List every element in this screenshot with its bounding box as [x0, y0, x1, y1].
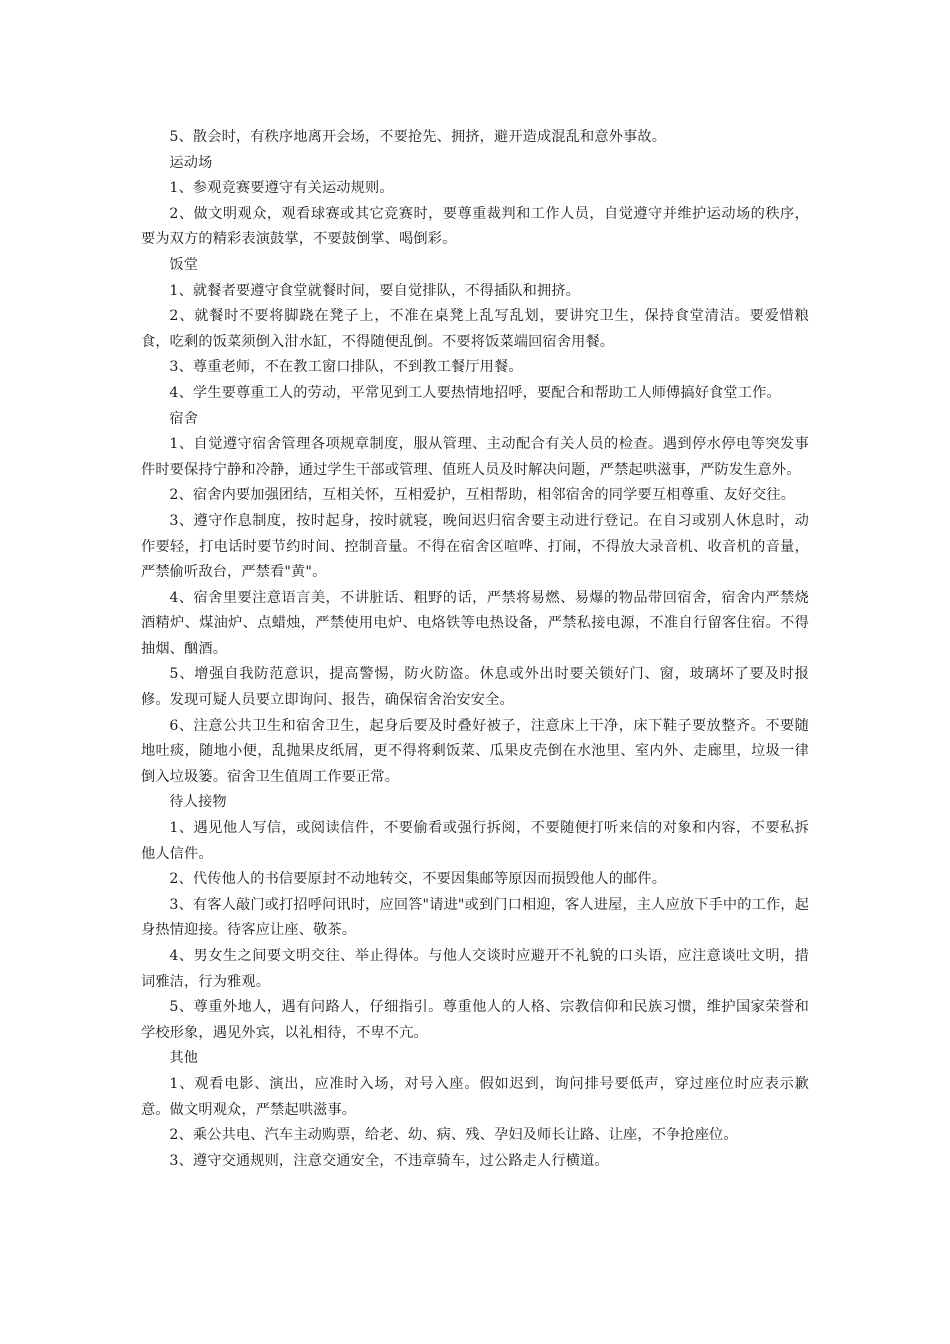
paragraph: 6、注意公共卫生和宿舍卫生，起身后要及时叠好被子，注意床上干净，床下鞋子要放整齐。不要随地吐痰，随地小便，乱抛果皮纸屑，更不得将剩饭菜、瓜果皮壳倒在水池里、室内外、走廊里，垃圾一律倒入垃圾篓。宿舍卫生值周工作要正常。	[141, 717, 809, 785]
paragraph: 3、遵守交通规则，注意交通安全，不违章骑车，过公路走人行横道。	[169, 1152, 609, 1169]
paragraph: 4、男女生之间要文明交往、举止得体。与他人交谈时应避开不礼貌的口头语，应注意谈吐文明，措词雅洁，行为雅观。	[141, 948, 809, 990]
section-heading: 宿舍	[169, 410, 199, 427]
paragraph: 2、乘公共电、汽车主动购票，给老、幼、病、残、孕妇及师长让路、让座，不争抢座位。	[169, 1127, 738, 1144]
paragraph: 5、增强自我防范意识，提高警惕，防火防盗。休息或外出时要关锁好门、窗，玻璃坏了要及时报修。发现可疑人员要立即询问、报告，确保宿舍治安安全。	[141, 666, 809, 709]
paragraph: 1、自觉遵守宿舍管理各项规章制度，服从管理、主动配合有关人员的检查。遇到停水停电等突发事件时要保持宁静和冷静，通过学生干部或管理、值班人员及时解决问题，严禁起哄滋事，严防发生意外。	[141, 436, 809, 478]
paragraph: 1、观看电影、演出，应准时入场，对号入座。假如迟到，询问排号要低声，穿过座位时应表示歉意。做文明观众，严禁起哄滋事。	[141, 1075, 809, 1118]
paragraph: 4、宿舍里要注意语言美，不讲脏话、粗野的话，严禁将易燃、易爆的物品带回宿舍，宿舍内严禁烧酒精炉、煤油炉、点蜡烛，严禁使用电炉、电烙铁等电热设备，严禁私接电源，不准自行留客住宿。不得抽烟、酗酒。	[141, 589, 809, 657]
section-heading: 其他	[169, 1050, 199, 1067]
paragraph: 5、尊重外地人，遇有问路人，仔细指引。尊重他人的人格、宗教信仰和民族习惯，维护国家荣誉和学校形象，遇见外宾，以礼相待，不卑不亢。	[141, 999, 809, 1041]
paragraph: 1、遇见他人写信，或阅读信件，不要偷看或强行拆阅，不要随便打听来信的对象和内容，不要私拆他人信件。	[141, 820, 809, 862]
paragraph: 5、散会时，有秩序地离开会场，不要抢先、拥挤，避开造成混乱和意外事故。	[169, 129, 667, 145]
document-body	[141, 125, 809, 1174]
paragraph: 1、参观竞赛要遵守有关运动规则。	[169, 180, 394, 197]
paragraph: 2、就餐时不要将脚跷在凳子上，不准在桌凳上乱写乱划，要讲究卫生，保持食堂清洁。要爱惜粮食，吃剩的饭菜须倒入泔水缸，不得随便乱倒。不要将饭菜端回宿舍用餐。	[141, 308, 809, 350]
paragraph: 3、遵守作息制度，按时起身，按时就寝，晚间迟归宿舍要主动进行登记。在自习或别人休息时，动作要轻，打电话时要节约时间、控制音量。不得在宿舍区喧哗、打闹，不得放大录音机、收音机的音量，严禁偷听敌台，严禁看"黄"。	[141, 512, 809, 581]
paragraph: 3、有客人敲门或打招呼问讯时，应回答"请进"或到门口相迎，客人进屋，主人应放下手中的工作，起身热情迎接。待客应让座、敬茶。	[141, 896, 809, 939]
paragraph: 2、做文明观众，观看球赛或其它竞赛时，要尊重裁判和工作人员，自觉遵守并维护运动场的秩序，要为双方的精彩表演鼓掌，不要鼓倒掌、喝倒彩。	[141, 205, 809, 248]
section-heading: 待人接物	[169, 794, 227, 811]
paragraph: 1、就餐者要遵守食堂就餐时间，要自觉排队，不得插队和拥挤。	[169, 282, 581, 299]
section-heading: 运动场	[169, 154, 213, 171]
section-heading: 饭堂	[169, 256, 199, 273]
paragraph: 3、尊重老师，不在教工窗口排队，不到教工餐厅用餐。	[169, 359, 523, 376]
paragraph: 4、学生要尊重工人的劳动，平常见到工人要热情地招呼，要配合和帮助工人师傅搞好食堂工作。	[169, 384, 781, 401]
paragraph: 2、宿舍内要加强团结，互相关怀，互相爱护，互相帮助，相邻宿舍的同学要互相尊重、友好交往。	[169, 487, 796, 504]
paragraph: 2、代传他人的书信要原封不动地转交，不要因集邮等原因而损毁他人的邮件。	[169, 871, 667, 888]
